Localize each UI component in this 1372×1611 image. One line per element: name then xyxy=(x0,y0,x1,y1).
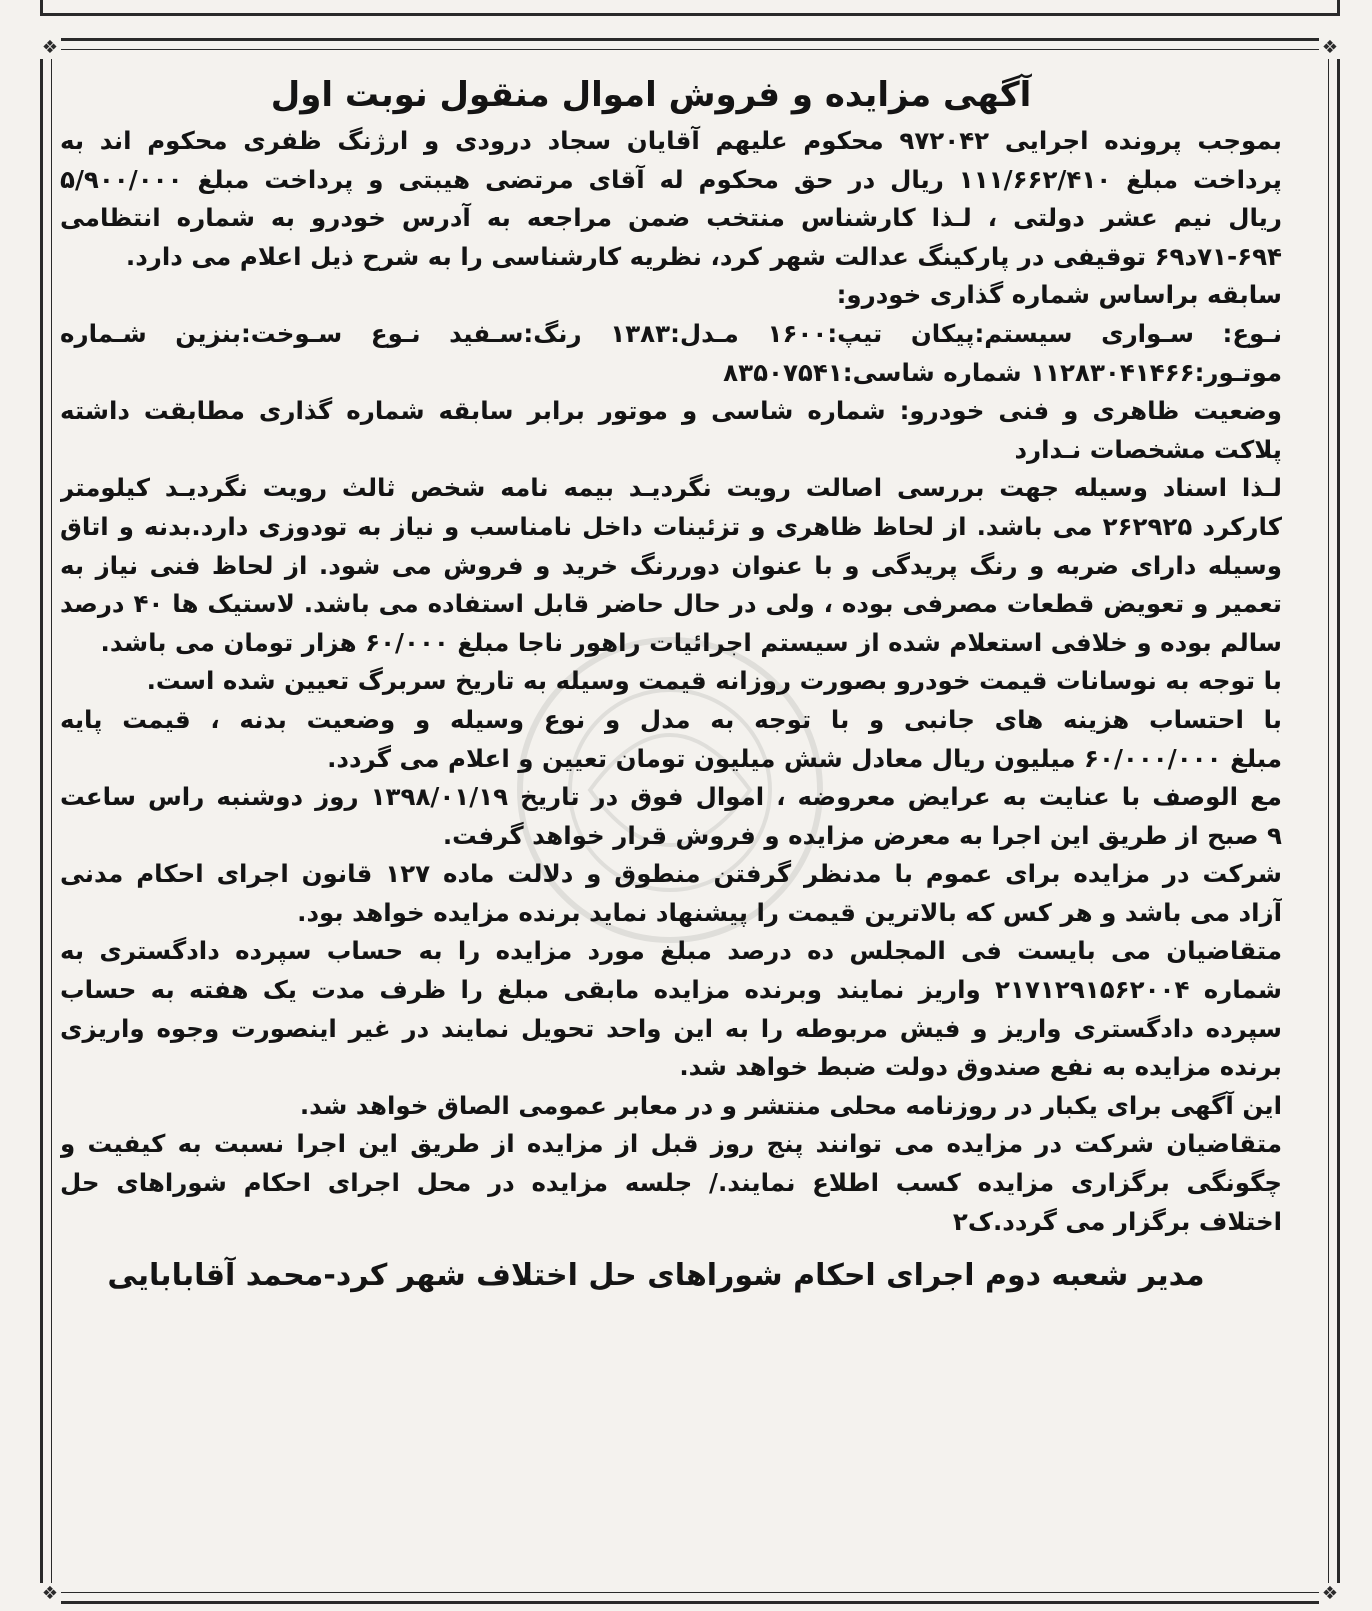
body-line: آزاد می باشد و هر کس که بالاترین قیمت را پیشنهاد نماید برنده مزایده خواهد بود. xyxy=(297,897,1282,927)
body-line: نـوع: سـواری سیستم:پیکان تیپ:۱۶۰۰ مـدل:۱۳۸۳ رنگ:سـفید نـوع سـوخت:بنزین شـماره xyxy=(60,318,1282,348)
notice-title: آگهی مزایده و فروش اموال منقول نوبت اول xyxy=(270,75,1032,115)
corner-ornament-icon: ❖ xyxy=(39,1583,61,1605)
notice-signature: مدیر شعبه دوم اجرای احکام شوراهای حل اختلاف شهر کرد-محمد آقابابایی xyxy=(107,1258,1205,1294)
body-line: متقاضیان می بایست فی المجلس ده درصد مبلغ مورد مزایده را به حساب سپرده دادگستری به xyxy=(60,936,1282,966)
body-line: سپرده دادگستری واریز و فیش مربوطه را به این واحد تحویل نمایند در غیر اینصورت وجوه واریزی xyxy=(60,1013,1282,1043)
body-line: با احتساب هزینه های جانبی و با توجه به مدل و نوع وسیله و وضعیت بدنه ، قیمت پایه xyxy=(60,704,1282,734)
body-line: شماره ۲۱۷۱۲۹۱۵۶۲۰۰۴ واریز نمایند وبرنده مزایده مابقی مبلغ را ظرف مدت یک هفته به حساب xyxy=(60,975,1282,1005)
corner-ornament-icon: ❖ xyxy=(1319,1583,1341,1605)
body-line: کارکرد ۲۶۲۹۲۵ می باشد. از لحاظ ظاهری و تزئینات داخل نامناسب و نیاز به تودوزی دارد.بدنه و اتاق xyxy=(60,511,1282,541)
body-line: با توجه به نوسانات قیمت خودرو بصورت روزانه قیمت وسیله به تاریخ سربرگ تعیین شده است. xyxy=(146,666,1282,696)
body-line: سابقه براساس شماره گذاری خودرو: xyxy=(836,280,1282,310)
notice-content xyxy=(60,72,1282,1572)
body-line: ریال نیم عشر دولتی ، لـذا کارشناس منتخب ضمن مراجعه به آدرس خودرو به شماره انتظامی xyxy=(60,203,1282,233)
body-line: اختلاف برگزار می گردد.ک۲ xyxy=(952,1206,1282,1236)
body-line: چگونگی برگزاری مزایده کسب اطلاع نمایند./ جلسه مزایده در محل اجرای احکام شوراهای حل xyxy=(60,1168,1282,1198)
body-line: متقاضیان شرکت در مزایده می توانند پنج روز قبل از مزایده از طریق این اجرا نسبت به کیفیت و xyxy=(60,1129,1282,1159)
body-line: تعمیر و تعویض قطعات مصرفی بوده ، ولی در حال حاضر قابل استفاده می باشد. لاستیک ها ۴۰ درصد xyxy=(60,589,1282,619)
body-line: مبلغ ۶۰/۰۰۰/۰۰۰ میلیون ریال معادل شش میلیون تومان تعیین و اعلام می گردد. xyxy=(327,743,1282,773)
top-border-strip xyxy=(40,0,1340,16)
body-line: لـذا اسناد وسیله جهت بررسی اصالت رویت نگردیـد بیمه نامه شخص ثالث رویت نگردیـد کیلومتر xyxy=(60,473,1282,503)
body-line: بموجب پرونده اجرایی ۹۷۲۰۴۲ محکوم علیهم آقایان سجاد درودی و ارژنگ ظفری محکوم اند به xyxy=(60,126,1282,155)
body-line: مع الوصف با عنایت به عرایض معروضه ، اموال فوق در تاریخ ۱۳۹۸/۰۱/۱۹ روز دوشنبه راس ساعت xyxy=(60,782,1282,812)
corner-ornament-icon: ❖ xyxy=(39,37,61,59)
body-line: ۷۱-۶۹۴د۶۹ توقیفی در پارکینگ عدالت شهر کرد، نظریه کارشناسی را به شرح ذیل اعلام می دارد. xyxy=(125,241,1282,271)
corner-ornament-icon: ❖ xyxy=(1319,37,1341,59)
body-line: شرکت در مزایده برای عموم با مدنظر گرفتن منطوق و دلالت ماده ۱۲۷ قانون اجرای احکام مدنی xyxy=(60,859,1282,889)
body-line: وسیله دارای ضربه و رنگ پریدگی و با عنوان دوررنگ خرید و فروش می شود. از لحاظ فنی نیاز به xyxy=(60,550,1282,580)
body-line: ۹ صبح از طریق این اجرا به معرض مزایده و فروش قرار خواهد گرفت. xyxy=(442,820,1282,850)
body-line: سالم بوده و خلافی استعلام شده از سیستم اجرائیات راهور ناجا مبلغ ۶۰/۰۰۰ هزار تومان می باشد. xyxy=(100,627,1282,657)
body-line: این آگهی برای یکبار در روزنامه محلی منتشر و در معابر عمومی الصاق خواهد شد. xyxy=(299,1090,1282,1120)
body-line: وضعیت ظاهری و فنی خودرو: شماره شاسی و موتور برابر سابقه شماره گذاری مطابقت داشته xyxy=(60,396,1282,426)
notice-body xyxy=(60,122,1282,1241)
body-line: پلاکت مشخصات نـدارد xyxy=(1014,434,1282,464)
body-line: برنده مزایده به نفع صندوق دولت ضبط خواهد شد. xyxy=(679,1052,1282,1082)
body-line: موتـور:۱۱۲۸۳۰۴۱۴۶۶ شماره شاسی:۸۳۵۰۷۵۴۱ xyxy=(723,357,1282,387)
body-line: پرداخت مبلغ ۱۱۱/۶۶۲/۴۱۰ ریال در حق محکوم له آقای مرتضی هیبتی و پرداخت مبلغ ۵/۹۰۰/۰۰۰ xyxy=(60,164,1282,194)
